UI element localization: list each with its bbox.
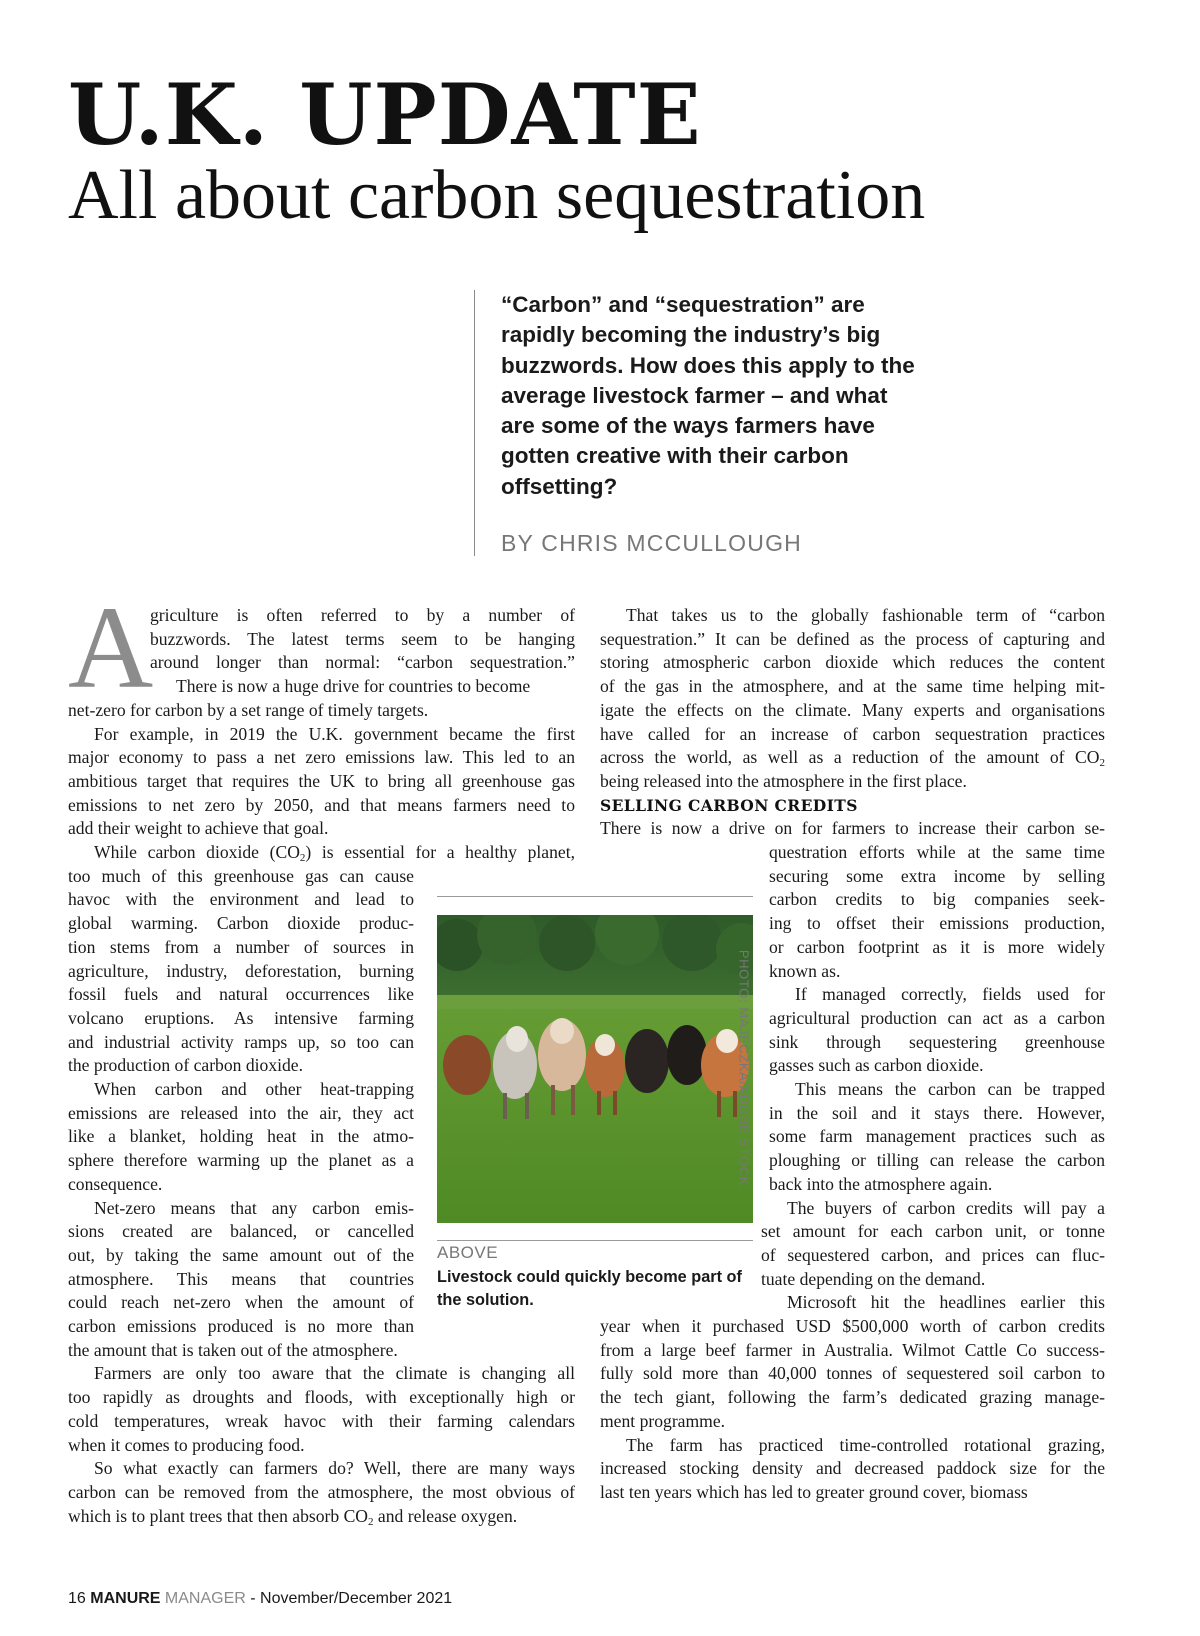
byline: BY CHRIS MCCULLOUGH: [501, 530, 802, 556]
body-line: igate the effects on the climate. Many experts and organisations: [600, 699, 1105, 720]
body-line: or carbon footprint as it is more widely: [769, 936, 1105, 957]
body-line: fully sold more than 40,000 tonnes of sequestered soil carbon to: [600, 1363, 1105, 1384]
body-line: agriculture, industry, deforestation, burning: [68, 960, 414, 981]
drop-cap: A: [68, 582, 154, 713]
body-line: consequence.: [68, 1173, 163, 1194]
body-line: sequestration.” It can be defined as the process of capturing and: [600, 628, 1105, 649]
section-heading: SELLING CARBON CREDITS: [600, 795, 858, 815]
body-line: Net-zero means that any carbon emis-: [94, 1197, 414, 1218]
body-line: too rapidly as droughts and floods, with exceptionally high or: [68, 1387, 575, 1408]
body-line: could reach net-zero when the amount of: [68, 1292, 414, 1313]
deck-rule: [474, 290, 475, 556]
body-line: sions created are balanced, or cancelled: [68, 1221, 414, 1242]
body-line: major economy to pass a net zero emissions law. This led to an: [68, 747, 575, 768]
photo-credit: PHOTO: MAJECZKA/ADOBE STOCK.: [736, 949, 752, 1191]
body-line: carbon emissions produced is no more than: [68, 1316, 414, 1336]
body-line: being released into the atmosphere in the first place.: [600, 770, 967, 791]
body-line: from a large beef farmer in Australia. Wilmot Cattle Co success-: [600, 1339, 1105, 1360]
body-line: fossil fuels and natural occurrences like: [68, 984, 414, 1005]
body-line: questration efforts while at the same time: [769, 842, 1105, 862]
body-line: If managed correctly, fields used for: [795, 984, 1105, 1005]
body-line: in the soil and it stays there. However,: [769, 1102, 1105, 1123]
body-line: atmosphere. This means that countries: [68, 1268, 414, 1289]
cattle-photo: [437, 915, 753, 1223]
body-line: carbon credits to big companies seek-: [769, 889, 1105, 910]
body-line: While carbon dioxide $(CO_2)$ is essential for a healthy planet,: [94, 842, 575, 864]
body-line: The buyers of carbon credits will pay a: [787, 1197, 1105, 1218]
body-line: increased stocking density and decreased paddock size for the: [600, 1458, 1105, 1479]
page-number: 16: [68, 1590, 86, 1607]
body-line: across the world, as well as a reduction of the amount of $CO_2$: [600, 747, 1105, 770]
figure-top-rule: [437, 896, 753, 897]
body-line: tion stems from a number of sources in: [68, 936, 414, 957]
body-line: Microsoft hit the headlines earlier this: [787, 1292, 1105, 1313]
body-line: When carbon and other heat-trapping: [94, 1079, 414, 1099]
brand-manure: MANURE: [90, 1590, 161, 1607]
body-line: around longer than normal: “carbon sequestration.”: [150, 652, 575, 673]
issue-date: - November/December 2021: [250, 1590, 453, 1607]
body-line: There is now a drive on for farmers to increase their carbon se-: [600, 818, 1105, 839]
body-line: ambitious target that requires the UK to bring all greenhouse gas: [68, 770, 575, 791]
body-line: year when it purchased USD $500,000 worth of carbon credits: [600, 1316, 1105, 1336]
body-line: griculture is often referred to by a number of: [150, 605, 575, 625]
body-line: emissions to net zero by 2050, and that means farmers need to: [68, 794, 575, 815]
figure-caption: Livestock could quickly become part of the solution.: [437, 1268, 742, 1309]
body-line: too much of this greenhouse gas can cause: [68, 865, 414, 886]
body-line: set amount for each carbon unit, or tonne: [761, 1221, 1105, 1242]
body-line: sphere therefore warming up the planet as a: [68, 1150, 414, 1171]
body-line: havoc with the environment and lead to: [68, 889, 414, 910]
body-line: net-zero for carbon by a set range of timely targets.: [68, 699, 429, 720]
body-line: storing atmospheric carbon dioxide which reduces the content: [600, 652, 1105, 673]
page-title: All about carbon sequestration: [68, 157, 926, 234]
body-line: There is now a huge drive for countries to become: [176, 676, 531, 697]
body-line: have called for an increase of carbon sequestration practices: [600, 723, 1105, 744]
body-line: emissions are released into the air, they act: [68, 1102, 414, 1123]
body-line: gasses such as carbon dioxide.: [769, 1055, 984, 1076]
body-line: the amount that is taken out of the atmosphere.: [68, 1339, 398, 1360]
body-line: So what exactly can farmers do? Well, there are many ways: [94, 1458, 575, 1479]
body-line: add their weight to achieve that goal.: [68, 818, 329, 839]
body-line: ment programme.: [600, 1410, 726, 1431]
body-line: Farmers are only too aware that the climate is changing all: [94, 1363, 575, 1384]
body-line: This means the carbon can be trapped: [795, 1079, 1105, 1099]
body-line: of the gas in the atmosphere, and at the same time helping mit-: [600, 676, 1105, 697]
body-line: carbon can be removed from the atmosphere, the most obvious of: [68, 1481, 575, 1502]
body-line: last ten years which has led to greater ground cover, biomass: [600, 1481, 1028, 1502]
body-line: back into the atmosphere again.: [769, 1173, 993, 1194]
brand-manager: MANAGER: [164, 1590, 246, 1607]
body-line: like a blanket, holding heat in the atmo-: [68, 1126, 414, 1147]
body-line: and industrial activity ramps up, so too can: [68, 1031, 414, 1052]
body-line: cold temperatures, wreak havoc with their farming calendars: [68, 1410, 575, 1431]
body-line: agricultural production can act as a carbon: [769, 1007, 1105, 1028]
body-line: when it comes to producing food.: [68, 1434, 305, 1455]
body-line: That takes us to the globally fashionable term of “carbon: [626, 605, 1105, 625]
body-line: of sequestered carbon, and prices can fluc-: [761, 1244, 1105, 1265]
body-line: The farm has practiced time-controlled rotational grazing,: [626, 1434, 1105, 1455]
body-line: securing some extra income by selling: [769, 865, 1105, 886]
body-line: For example, in 2019 the U.K. government became the first: [94, 723, 575, 744]
body-line: ploughing or tilling can release the carbon: [769, 1150, 1105, 1171]
body-line: known as.: [769, 960, 841, 981]
body-line: global warming. Carbon dioxide produc-: [68, 913, 414, 934]
kicker-title: U.K. UPDATE: [68, 65, 702, 164]
body-line: tuate depending on the demand.: [761, 1268, 986, 1289]
body-line: volcano eruptions. As intensive farming: [68, 1007, 414, 1028]
body-line: some farm management practices such as: [769, 1126, 1105, 1147]
footer: [68, 1590, 452, 1608]
body-line: ing to offset their emissions production,: [769, 913, 1105, 934]
figure-bottom-rule: [437, 1240, 753, 1241]
deck-text: “Carbon” and “sequestration” are rapidly becoming the industry’s big buzzwords. How does this apply to the average livestock farmer – and what are some of the ways farmers have gotten creative with their carbon offsetting?: [501, 292, 915, 499]
body-line: out, by taking the same amount out of the: [68, 1244, 414, 1265]
body-line: sink through sequestering greenhouse: [769, 1031, 1105, 1052]
body-line: which is to plant trees that then absorb $CO_2$ and release oxygen.: [68, 1505, 518, 1528]
caption-label: ABOVE: [437, 1243, 499, 1262]
body-line: buzzwords. The latest terms seem to be hanging: [150, 628, 575, 649]
body-line: the production of carbon dioxide.: [68, 1055, 304, 1076]
body-line: the tech giant, following the farm’s dedicated grazing manage-: [600, 1387, 1105, 1408]
